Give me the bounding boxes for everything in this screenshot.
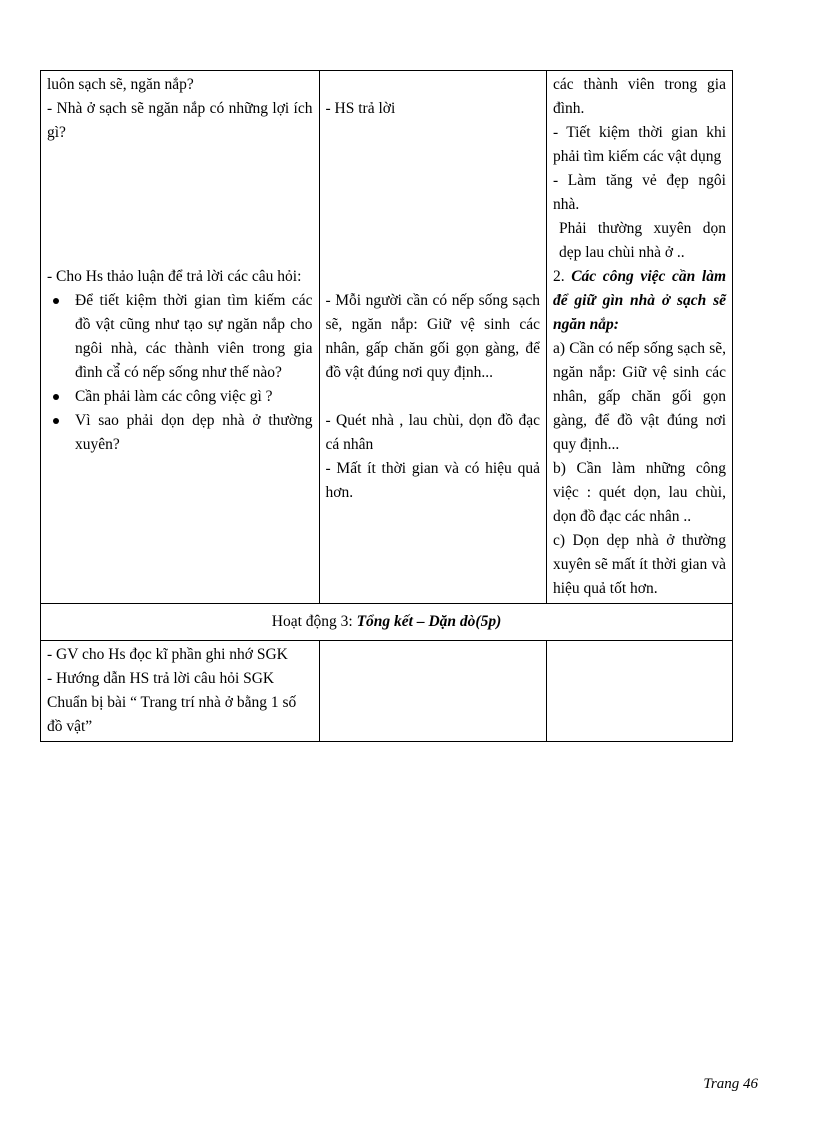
question-list <box>47 289 313 457</box>
student-activity-cell <box>319 71 546 604</box>
activity-heading-row <box>41 604 733 641</box>
text-line: a) Cần có nếp sống sạch sẽ, ngăn nắp: Giữ vệ sinh các nhân, gấp chăn gối gọn gàng, để đồ vật đúng nơi quy định... <box>552 340 726 453</box>
text-line: - Làm tăng vẻ đẹp ngôi nhà. <box>552 172 726 213</box>
teacher-activity-cell <box>41 71 320 604</box>
text-line: - GV cho Hs đọc kĩ phần ghi nhớ SGK <box>47 646 288 663</box>
student-activity-cell <box>319 641 546 742</box>
activity-heading <box>41 604 733 641</box>
text-line: - Cho Hs thảo luận để trả lời các câu hỏi: <box>47 268 302 285</box>
text-line: Phải thường xuyên dọn dẹp lau chùi nhà ở .. <box>558 220 726 261</box>
list-item: Vì sao phải dọn dẹp nhà ở thường xuyên? <box>75 409 313 457</box>
section-heading <box>553 265 726 337</box>
activity-title: Tổng kết – Dặn dò(5p) <box>356 613 502 630</box>
table-row <box>41 71 733 604</box>
list-item: Để tiết kiệm thời gian tìm kiếm các đồ vật cũng như tạo sự ngăn nắp cho ngôi nhà, các thành viên trong gia đình cầ̉ có nếp sống như thế nào? <box>75 289 313 385</box>
table-row <box>41 641 733 742</box>
page-number: Trang 46 <box>703 1076 758 1092</box>
text-line: - Mất ít thời gian và có hiệu quả hơn. <box>325 460 540 501</box>
text-line: - Mỗi người cần có nếp sống sạch sẽ, ngăn nắp: Giữ vệ sinh các nhân, gấp chăn gối gọn gàng, để đồ vật đúng nơi quy định... <box>325 292 540 381</box>
lesson-table <box>40 70 733 742</box>
text-line: - HS trả lời <box>325 100 396 117</box>
activity-prefix: Hoạt động 3 <box>271 613 349 630</box>
list-item: Cần phải làm các công việc gì ? <box>75 385 313 409</box>
heading-text: Các công việc cần làm để giữ gìn nhà ở sạch sẽ ngăn nắp: <box>552 268 726 333</box>
activity-colon: : <box>348 613 357 630</box>
text-line: Chuẩn bị bài “ Trang trí nhà ở bằng 1 số đồ vật” <box>47 694 297 735</box>
content-cell <box>546 71 732 604</box>
content-cell <box>546 641 732 742</box>
text-line: các thành viên trong gia đình. <box>552 76 726 117</box>
teacher-activity-cell <box>41 641 320 742</box>
text-line: - Tiết kiệm thời gian khi phải tìm kiếm các vật dụng <box>552 124 726 165</box>
text-line: - Quét nhà , lau chùi, dọn đồ đạc cá nhân <box>325 412 540 453</box>
text-line: c) Dọn dẹp nhà ở thường xuyên sẽ mất ít thời gian và hiệu quả tốt hơn. <box>552 532 726 597</box>
text-line: - Hướng dẫn HS trả lời câu hỏi SGK <box>47 670 275 687</box>
text-line: luôn sạch sẽ, ngăn nắp? <box>47 76 194 93</box>
heading-number: 2. <box>552 268 565 285</box>
text-line: - Nhà ở sạch sẽ ngăn nắp có những lợi ích gì? <box>47 100 313 141</box>
text-line: b) Cần làm những công việc : quét dọn, lau chùi, dọn đồ đạc các nhân .. <box>552 460 726 525</box>
